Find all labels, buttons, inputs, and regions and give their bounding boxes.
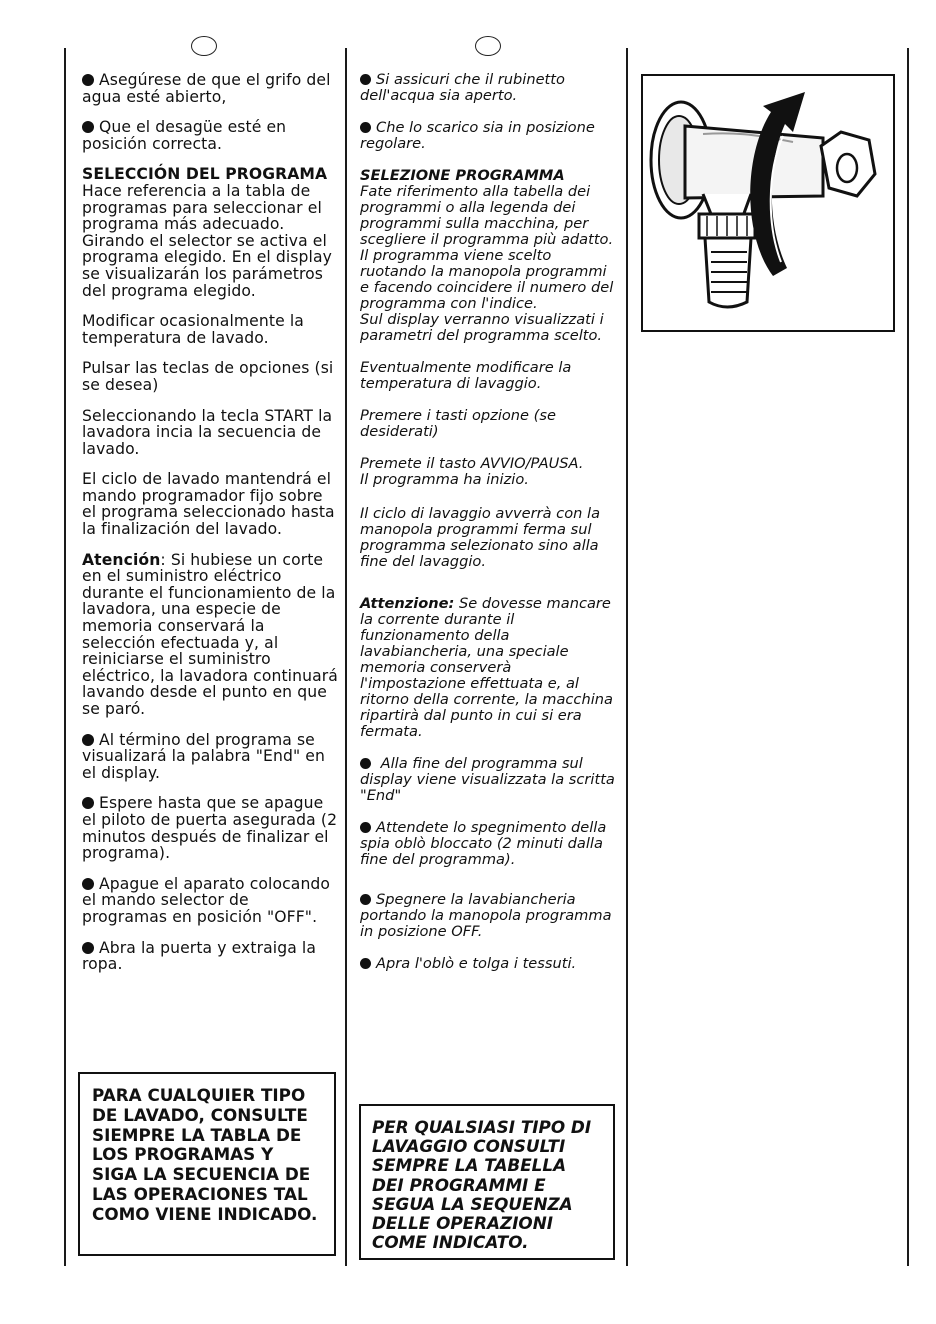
paragraph-text: Che lo scarico sia in posizione regolare. bbox=[360, 119, 595, 152]
column-divider bbox=[626, 48, 628, 1266]
bullet-icon bbox=[360, 74, 371, 85]
paragraph-heading: Attenzione: bbox=[360, 595, 455, 612]
column-divider bbox=[345, 48, 347, 1266]
paragraph-text: Hace referencia a la tabla de programas para seleccionar el programa más adecuado. Girando el selector se activa el programa elegido. En el display se visualizarán los parámetros del programa elegido. bbox=[82, 181, 332, 300]
tap-figure bbox=[641, 74, 895, 332]
paragraph bbox=[82, 876, 338, 926]
paragraph-text: Eventualmente modificare la temperatura di lavaggio. bbox=[360, 359, 572, 392]
paragraph-text: Abra la puerta y extraiga la ropa. bbox=[82, 938, 316, 974]
bullet-icon bbox=[82, 121, 94, 133]
paragraph-text: Apra l'oblò e tolga i tessuti. bbox=[376, 955, 577, 972]
bullet-icon bbox=[360, 122, 371, 133]
paragraph bbox=[82, 166, 338, 299]
language-marker-it bbox=[475, 36, 501, 56]
paragraph-text: Fate riferimento alla tabella dei programmi o alla legenda dei programmi sulla macchina, per scegliere il programma più adatto. Il programma viene scelto ruotando la manopola programmi e facendo coincidere il numero del programma con l'indice. Sul display verranno visualizzati i parametri del programma scelto. bbox=[360, 183, 614, 344]
bullet-icon bbox=[360, 958, 371, 969]
paragraph-text: Se dovesse mancare la corrente durante il funzionamento della lavabiancheria, una speciale memoria conserverà l'impostazione effettuata e, al ritorno della corrente, la macchina ripartirà dal punto in cui si era fermata. bbox=[360, 595, 613, 740]
paragraph bbox=[82, 940, 338, 973]
paragraph bbox=[82, 552, 338, 718]
bullet-icon bbox=[82, 734, 94, 746]
paragraph-text: Attendete lo spegnimento della spia oblò bloccato (2 minuti dalla fine del programma). bbox=[360, 819, 607, 868]
language-marker-es bbox=[191, 36, 217, 56]
paragraph bbox=[360, 120, 618, 152]
bullet-icon bbox=[360, 894, 371, 905]
spanish-notice-box: PARA CUALQUIER TIPO DE LAVADO, CONSULTE SIEMPRE LA TABLA DE LOS PROGRAMAS Y SIGA LA SECUENCIA DE LAS OPERACIONES TAL COMO VIENE INDICADO. bbox=[78, 1072, 336, 1256]
italian-column bbox=[360, 72, 618, 988]
paragraph-text: Seleccionando la tecla START la lavadora incia la secuencia de lavado. bbox=[82, 406, 333, 458]
paragraph-text: Al término del programa se visualizará la palabra "End" en el display. bbox=[82, 730, 325, 782]
paragraph-text: Pulsar las teclas de opciones (si se desea) bbox=[82, 359, 334, 394]
paragraph bbox=[82, 360, 338, 393]
paragraph-text: Asegúrese de que el grifo del agua esté abierto, bbox=[82, 71, 331, 106]
paragraph bbox=[82, 408, 338, 458]
paragraph bbox=[360, 360, 618, 392]
bullet-icon bbox=[82, 942, 94, 954]
paragraph-text: Il ciclo di lavaggio avverrà con la manopola programmi ferma sul programma selezionato sino alla fine del lavaggio. bbox=[360, 505, 601, 570]
water-tap-open-icon bbox=[643, 76, 893, 330]
paragraph-heading: Atención bbox=[82, 550, 161, 569]
paragraph bbox=[360, 820, 618, 868]
paragraph-text: Modificar ocasionalmente la temperatura de lavado. bbox=[82, 312, 304, 347]
paragraph bbox=[360, 596, 618, 740]
paragraph-text: Alla fine del programma sul display viene visualizzata la scritta "End" bbox=[360, 755, 615, 804]
paragraph bbox=[82, 313, 338, 346]
spanish-column bbox=[82, 72, 338, 987]
paragraph bbox=[360, 756, 618, 804]
paragraph-text: El ciclo de lavado mantendrá el mando programador fijo sobre el programa seleccionado hasta la finalización del lavado. bbox=[82, 470, 335, 539]
italian-notice-box: PER QUALSIASI TIPO DI LAVAGGIO CONSULTI SEMPRE LA TABELLA DEI PROGRAMMI E SEGUA LA SEQUENZA DELLE OPERAZIONI COME INDICATO. bbox=[359, 1104, 615, 1260]
paragraph bbox=[360, 408, 618, 440]
paragraph-heading: SELECCIÓN DEL PROGRAMA bbox=[82, 165, 328, 184]
column-divider bbox=[907, 48, 909, 1266]
paragraph-text: Espere hasta que se apague el piloto de puerta asegurada (2 minutos después de finalizar el programa). bbox=[82, 794, 338, 863]
paragraph-text: Que el desagüe esté en posición correcta. bbox=[82, 118, 287, 153]
paragraph bbox=[360, 456, 618, 488]
paragraph-text: Premere i tasti opzione (se desiderati) bbox=[360, 407, 556, 440]
bullet-icon bbox=[360, 758, 371, 769]
paragraph bbox=[360, 72, 618, 104]
paragraph-text: Spegnere la lavabiancheria portando la manopola programma in posizione OFF. bbox=[360, 891, 612, 940]
paragraph-text: Apague el aparato colocando el mando selector de programas en posición "OFF". bbox=[82, 874, 331, 926]
paragraph bbox=[82, 732, 338, 782]
bullet-icon bbox=[82, 74, 94, 86]
bullet-icon bbox=[82, 878, 94, 890]
paragraph bbox=[360, 168, 618, 344]
paragraph-text: : Si hubiese un corte en el suministro eléctrico durante el funcionamiento de la lavadora, una especie de memoria conservará la selección efectuada y, al reiniciarse el suministro eléctrico, la lavadora continuará lavando desde el punto en que se paró. bbox=[82, 550, 338, 718]
paragraph bbox=[82, 471, 338, 537]
bullet-icon bbox=[360, 822, 371, 833]
paragraph bbox=[82, 119, 338, 152]
paragraph bbox=[360, 956, 618, 972]
column-divider bbox=[64, 48, 66, 1266]
paragraph bbox=[82, 72, 338, 105]
paragraph-heading: SELEZIONE PROGRAMMA bbox=[360, 167, 565, 184]
bullet-icon bbox=[82, 797, 94, 809]
paragraph-text: Si assicuri che il rubinetto dell'acqua sia aperto. bbox=[360, 71, 565, 104]
paragraph bbox=[82, 795, 338, 861]
paragraph-text: Premete il tasto AVVIO/PAUSA. Il programma ha inizio. bbox=[360, 455, 584, 488]
paragraph bbox=[360, 892, 618, 940]
paragraph bbox=[360, 506, 618, 570]
